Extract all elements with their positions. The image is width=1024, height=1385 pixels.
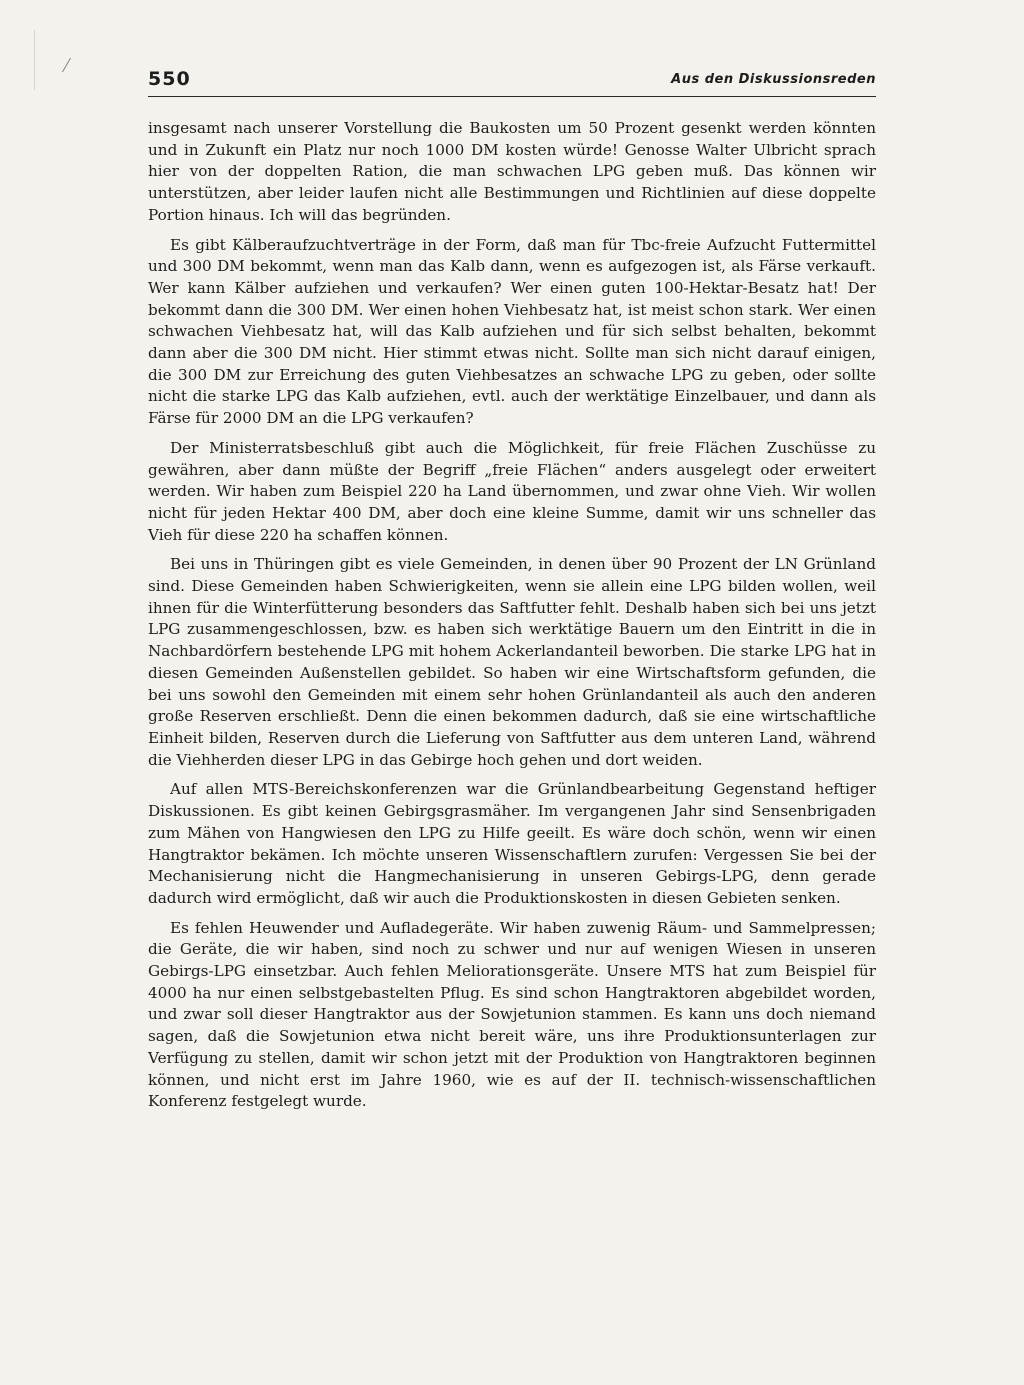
- margin-scratch: [62, 58, 83, 72]
- paragraph-1: insgesamt nach unserer Vorstellung die Baukosten um 50 Prozent gesenkt werden könnten und in Zukunft ein Platz nur noch 1000 DM kosten würde! Genosse Walter Ulbricht sprach hier von der doppelten Ration, die man schwachen LPG geben muß. Das können wir unterstützen, aber leider laufen nicht alle Bestimmungen und Richtlinien auf diese doppelte Portion hinaus. Ich will das begründen.: [148, 119, 876, 224]
- page-number: 550: [148, 68, 191, 90]
- paragraph-6: Es fehlen Heuwender und Aufladegeräte. Wir haben zuwenig Räum- und Sammelpressen; die Geräte, die wir haben, sind noch zu schwer und nur auf wenigen Wiesen in unseren Gebirgs-LPG einsetzbar. Auch fehlen Meliorationsgeräte. Unsere MTS hat zum Beispiel für 4000 ha nur einen selbstgebastelten Pflug. Es sind schon Hangtraktoren abgebildet worden, und zwar soll dieser Hangtraktor aus der Sowjetunion stammen. Es kann uns doch niemand sagen, daß die Sowjetunion etwa nicht bereit wäre, uns ihre Produktionsunterlagen zur Verfügung zu stellen, damit wir schon jetzt mit der Produktion von Hangtraktoren beginnen können, und nicht erst im Jahre 1960, wie es auf der II. technisch-wissenschaftlichen Konferenz festgelegt wurde.: [148, 918, 876, 1111]
- paragraph-2: Es gibt Kälberaufzuchtverträge in der Form, daß man für Tbc-freie Aufzucht Futtermittel und 300 DM bekommt, wenn man das Kalb dann, wenn es aufgezogen ist, als Färse verkauft. Wer kann Kälber aufziehen und verkaufen? Wer einen guten 100-Hektar-Besatz hat! Der bekommt dann die 300 DM. Wer einen hohen Viehbesatz hat, ist meist schon stark. Wer einen schwachen Viehbesatz hat, will das Kalb aufziehen und für sich selbst behalten, bekommt dann aber die 300 DM nicht. Hier stimmt etwas nicht. Sollte man sich nicht darauf einigen, die 300 DM zur Erreichung des guten Viehbesatzes an schwache LPG zu geben, oder sollte nicht die starke LPG das Kalb aufziehen, evtl. auch der werktätige Einzelbauer, und dann als Färse für 2000 DM an die LPG verkaufen?: [148, 235, 876, 428]
- margin-mark: [34, 30, 35, 90]
- paragraph-4: Bei uns in Thüringen gibt es viele Gemeinden, in denen über 90 Prozent der LN Grünland sind. Diese Gemeinden haben Schwierigkeiten, wenn sie allein eine LPG bilden wollen, weil ihnen für die Winterfütterung besonders das Saftfutter fehlt. Deshalb haben sich bei uns jetzt LPG zusammengeschlossen, bzw. es haben sich werktätige Bauern um den Eintritt in die in Nachbardörfern bestehende LPG mit hohem Ackerlandanteil beworben. Die starke LPG hat in diesen Gemeinden Außenstellen gebildet. So haben wir eine Wirtschaftsform gefunden, die bei uns sowohl den Gemeinden mit einem sehr hohen Grünlandanteil als auch den anderen große Reserven erschließt. Denn die einen bekommen dadurch, daß sie eine wirtschaftliche Einheit bilden, Reserven durch die Lieferung von Saftfutter aus dem unteren Land, während die Viehherden dieser LPG in das Gebirge hoch gehen und dort weiden.: [148, 555, 876, 769]
- body-text: [148, 118, 876, 1121]
- page-header: [148, 68, 876, 98]
- paragraph-5: Auf allen MTS-Bereichskonferenzen war die Grünlandbearbeitung Gegenstand heftiger Diskussionen. Es gibt keinen Gebirgsgrasmäher. Im vergangenen Jahr sind Sensenbrigaden zum Mähen von Hangwiesen den LPG zu Hilfe geeilt. Es wäre doch schön, wenn wir einen Hangtraktor bekämen. Ich möchte unseren Wissenschaftlern zurufen: Vergessen Sie bei der Mechanisierung nicht die Hangmechanisierung in unseren Gebirgs-LPG, denn gerade dadurch wird ermöglicht, daß wir auch die Produktionskosten in diesen Gebieten senken.: [148, 780, 876, 907]
- header-rule: [148, 96, 876, 97]
- running-head: Aus den Diskussionsreden: [671, 72, 876, 87]
- paragraph-3: Der Ministerratsbeschluß gibt auch die Möglichkeit, für freie Flächen Zuschüsse zu gewähren, aber dann müßte der Begriff „freie Flächen“ anders ausgelegt oder erweitert werden. Wir haben zum Beispiel 220 ha Land übernommen, und zwar ohne Vieh. Wir wollen nicht für jeden Hektar 400 DM, aber doch eine kleine Summe, damit wir uns schneller das Vieh für diese 220 ha schaffen können.: [148, 438, 876, 544]
